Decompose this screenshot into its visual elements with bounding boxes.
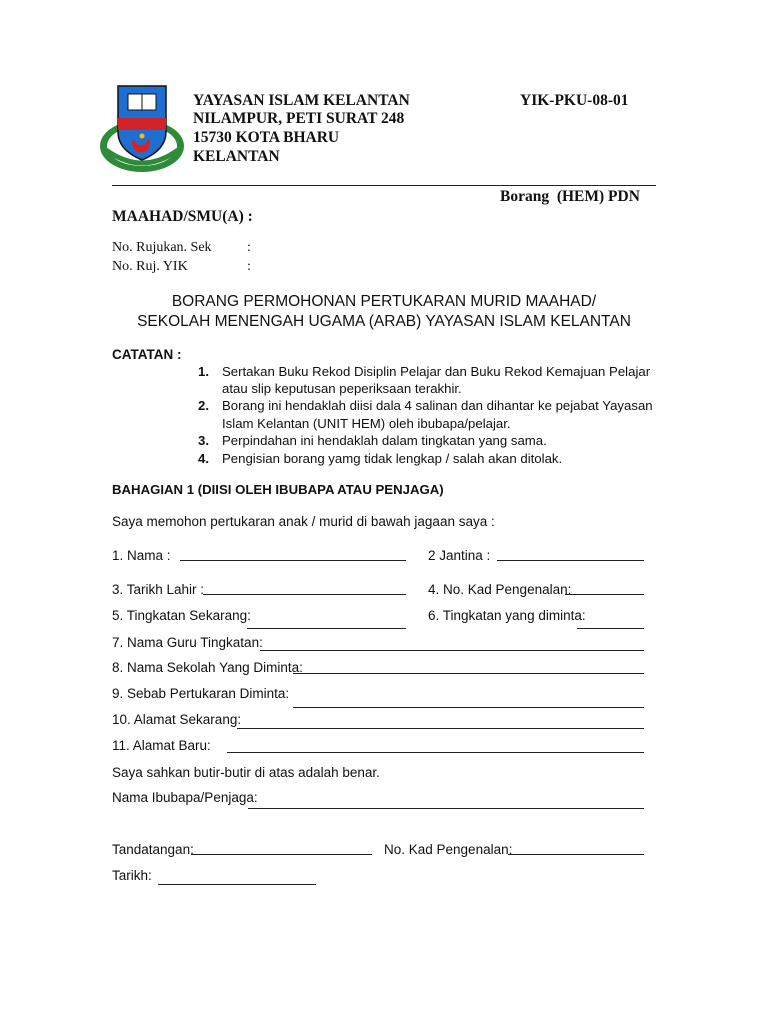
guru-tingkatan-label: 7. Nama Guru Tingkatan: <box>112 635 263 650</box>
tarikh-lahir-label: 3. Tarikh Lahir : <box>112 582 205 597</box>
note-3-line1: Perpindahan ini hendaklah dalam tingkatan yang sama. <box>222 433 547 448</box>
jantina-input-line[interactable] <box>497 560 644 561</box>
tarikh-lahir-input-line[interactable] <box>203 594 406 595</box>
form-title-line1: BORANG PERMOHONAN PERTUKARAN MURID MAAHAD/ <box>171 293 597 310</box>
signature-label: Tandatangan: <box>112 842 194 857</box>
section1-heading: BAHAGIAN 1 (DIISI OLEH IBUBAPA ATAU PENJAGA) <box>112 482 444 497</box>
note-2-num: 2. <box>198 398 209 413</box>
confirm-statement: Saya sahkan butir-butir di atas adalah benar. <box>112 765 380 780</box>
sekolah-diminta-input-line[interactable] <box>293 673 644 674</box>
tingkatan-diminta-input-line[interactable] <box>577 628 644 629</box>
note-1-num: 1. <box>198 364 209 379</box>
alamat-baru-input-line[interactable] <box>227 752 644 753</box>
kad-pengenalan-label: 4. No. Kad Pengenalan: <box>428 582 572 597</box>
note-4-line1: Pengisian borang yamg tidak lengkap / salah akan ditolak. <box>222 451 563 466</box>
sekolah-diminta-label: 8. Nama Sekolah Yang Diminta: <box>112 660 303 675</box>
nama-input-line[interactable] <box>180 560 406 561</box>
kad-pengenalan-input-line[interactable] <box>565 594 644 595</box>
note-4-num: 4. <box>198 451 209 466</box>
parent-name-label: Nama Ibubapa/Penjaga: <box>112 790 258 805</box>
ref-school-colon: : <box>247 240 251 255</box>
tingkatan-diminta-label: 6. Tingkatan yang diminta: <box>428 608 586 623</box>
ref-school-label: No. Rujukan. Sek <box>112 240 212 255</box>
alamat-baru-label: 11. Alamat Baru: <box>112 738 211 753</box>
signature-input-line[interactable] <box>191 854 372 855</box>
jantina-label: 2 Jantina : <box>428 548 491 563</box>
note-1-line1: Sertakan Buku Rekod Disiplin Pelajar dan Buku Rekod Kemajuan Pelajar <box>222 364 651 379</box>
note-2-line2: Islam Kelantan (UNIT HEM) oleh ibubapa/pelajar. <box>222 416 511 431</box>
org-address-line2: 15730 KOTA BHARU <box>193 129 340 146</box>
school-label: MAAHAD/SMU(A) : <box>112 208 253 225</box>
date-input-line[interactable] <box>158 884 316 885</box>
crest-icon <box>98 80 186 176</box>
note-2-line1: Borang ini hendaklah diisi dala 4 salinan dan dihantar ke pejabat Yayasan <box>222 398 653 413</box>
tingkatan-sekarang-label: 5. Tingkatan Sekarang: <box>112 608 251 623</box>
parent-ic-label: No. Kad Pengenalan: <box>384 842 513 857</box>
yik-logo <box>98 80 186 176</box>
date-label: Tarikh: <box>112 868 152 883</box>
parent-name-input-line[interactable] <box>248 808 644 809</box>
header-divider <box>112 185 656 186</box>
sebab-label: 9. Sebab Pertukaran Diminta: <box>112 686 290 701</box>
nama-label: 1. Nama : <box>112 548 171 563</box>
note-1-line2: atau slip keputusan peperiksaan terakhir. <box>222 381 462 396</box>
tingkatan-sekarang-input-line[interactable] <box>247 628 406 629</box>
note-3-num: 3. <box>198 433 209 448</box>
org-address-line1: NILAMPUR, PETI SURAT 248 <box>193 110 405 127</box>
ref-yik-label: No. Ruj. YIK <box>112 259 188 274</box>
parent-ic-input-line[interactable] <box>508 854 644 855</box>
org-name: YAYASAN ISLAM KELANTAN <box>193 92 410 109</box>
section1-intro: Saya memohon pertukaran anak / murid di bawah jagaan saya : <box>112 514 495 529</box>
form-type: Borang (HEM) PDN <box>500 188 640 205</box>
ref-yik-colon: : <box>247 259 251 274</box>
form-code: YIK-PKU-08-01 <box>520 92 629 109</box>
alamat-sekarang-label: 10. Alamat Sekarang: <box>112 712 242 727</box>
form-title-line2: SEKOLAH MENENGAH UGAMA (ARAB) YAYASAN ISLAM KELANTAN <box>137 313 631 330</box>
alamat-sekarang-input-line[interactable] <box>237 728 644 729</box>
guru-tingkatan-input-line[interactable] <box>260 650 644 651</box>
notes-label: CATATAN : <box>112 347 182 362</box>
sebab-input-line[interactable] <box>293 707 644 708</box>
org-address-line3: KELANTAN <box>193 148 280 165</box>
